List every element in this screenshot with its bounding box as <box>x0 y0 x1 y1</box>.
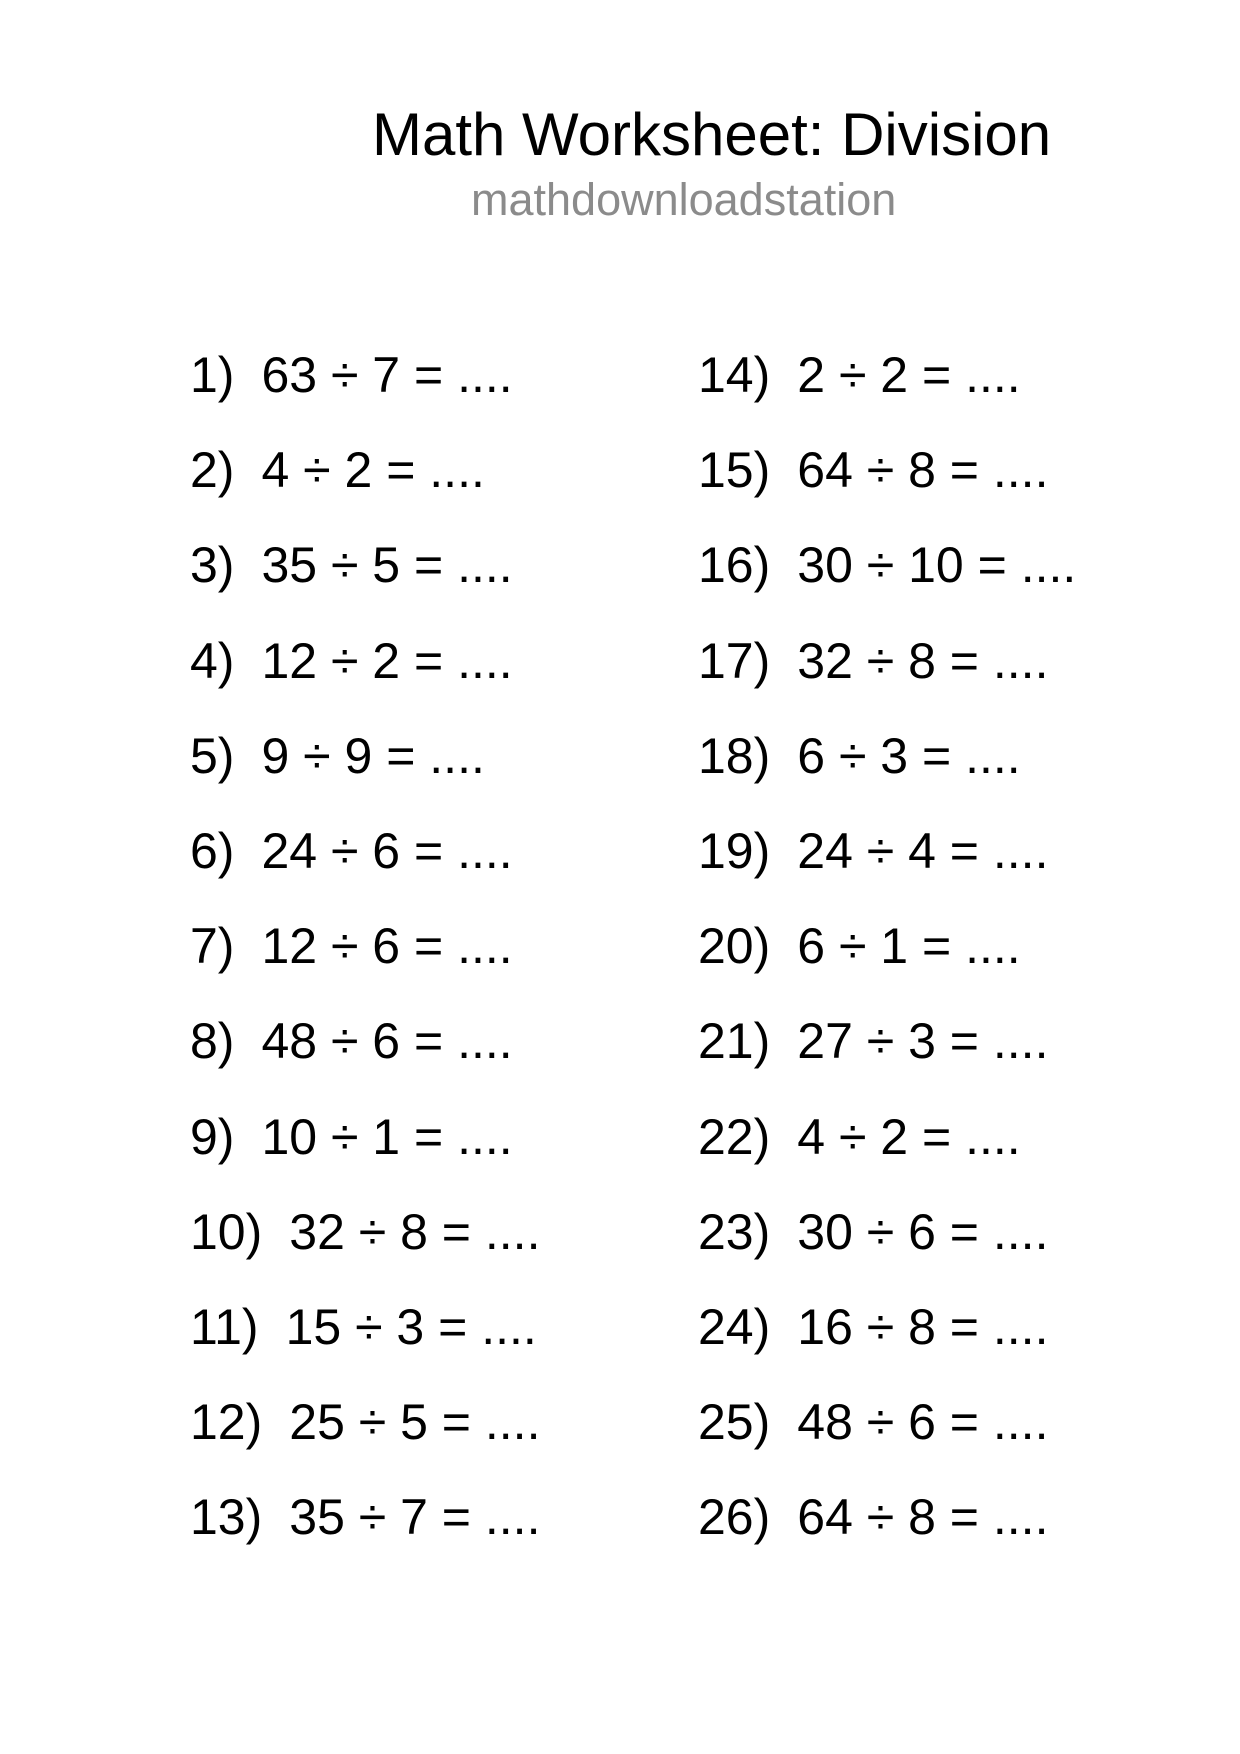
problem-row <box>190 328 540 423</box>
problem-number: 17) <box>698 632 771 689</box>
problem-expression: 63 ÷ 7 = .... <box>261 347 513 403</box>
problem-row <box>698 994 1076 1089</box>
problem-number: 26) <box>698 1489 771 1546</box>
problem-number: 20) <box>698 918 771 975</box>
page-subtitle: mathdownloadstation <box>471 174 897 225</box>
problem-expression: 12 ÷ 2 = .... <box>261 632 513 689</box>
problem-row <box>190 518 540 613</box>
problem-row <box>698 899 1076 994</box>
problem-expression: 30 ÷ 6 = .... <box>797 1203 1049 1260</box>
problem-number: 16) <box>698 537 771 594</box>
problem-expression: 35 ÷ 5 = .... <box>261 537 513 594</box>
problem-expression: 64 ÷ 8 = .... <box>797 1489 1049 1546</box>
problem-row <box>190 899 540 994</box>
problem-expression: 15 ÷ 3 = .... <box>285 1298 537 1355</box>
problem-row <box>190 1185 540 1280</box>
problem-row <box>698 804 1076 899</box>
problem-row <box>190 709 540 804</box>
problem-row <box>190 1280 540 1375</box>
problem-expression: 24 ÷ 6 = .... <box>261 822 513 879</box>
problem-expression: 9 ÷ 9 = .... <box>261 727 485 784</box>
problem-expression: 6 ÷ 3 = .... <box>797 727 1021 784</box>
problem-number: 22) <box>698 1108 771 1165</box>
problem-row <box>698 1470 1076 1565</box>
problem-row <box>698 328 1076 423</box>
problem-number: 21) <box>698 1013 771 1070</box>
problem-row <box>698 1185 1076 1280</box>
problem-number: 8) <box>190 1013 235 1070</box>
problem-number: 23) <box>698 1203 771 1260</box>
problem-row <box>698 1090 1076 1185</box>
problem-row <box>190 804 540 899</box>
problem-number: 13) <box>190 1489 263 1546</box>
problem-row <box>698 1375 1076 1470</box>
problem-row <box>190 423 540 518</box>
problem-expression: 10 ÷ 1 = .... <box>261 1108 513 1165</box>
problem-row <box>190 1090 540 1185</box>
problem-expression: 6 ÷ 1 = .... <box>797 918 1021 975</box>
problem-expression: 2 ÷ 2 = .... <box>797 347 1021 403</box>
problem-number: 9) <box>190 1108 235 1165</box>
problem-expression: 48 ÷ 6 = .... <box>797 1394 1049 1451</box>
problem-row <box>190 994 540 1089</box>
problem-expression: 24 ÷ 4 = .... <box>797 822 1049 879</box>
problem-number: 2) <box>190 442 235 499</box>
problem-number: 25) <box>698 1394 771 1451</box>
problem-expression: 4 ÷ 2 = .... <box>797 1108 1021 1165</box>
problem-number: 11) <box>190 1298 259 1355</box>
problem-row <box>190 1470 540 1565</box>
problem-number: 3) <box>190 537 235 594</box>
problem-number: 10) <box>190 1203 263 1260</box>
page-title: Math Worksheet: Division <box>372 101 1052 168</box>
problem-expression: 32 ÷ 8 = .... <box>289 1203 541 1260</box>
problem-row <box>698 614 1076 709</box>
problem-row <box>698 518 1076 613</box>
problem-number: 18) <box>698 727 771 784</box>
problem-number: 19) <box>698 822 771 879</box>
problem-number: 5) <box>190 727 235 784</box>
problem-expression: 48 ÷ 6 = .... <box>261 1013 513 1070</box>
problem-expression: 32 ÷ 8 = .... <box>797 632 1049 689</box>
problem-number: 14) <box>698 347 771 403</box>
problem-row <box>698 709 1076 804</box>
problem-number: 6) <box>190 822 235 879</box>
problem-number: 24) <box>698 1298 771 1355</box>
problem-row <box>698 423 1076 518</box>
problem-expression: 12 ÷ 6 = .... <box>261 918 513 975</box>
problem-expression: 4 ÷ 2 = .... <box>261 442 485 499</box>
problem-expression: 25 ÷ 5 = .... <box>289 1394 541 1451</box>
problem-number: 1) <box>190 347 235 403</box>
problem-number: 7) <box>190 918 235 975</box>
problem-expression: 16 ÷ 8 = .... <box>797 1298 1049 1355</box>
problem-expression: 64 ÷ 8 = .... <box>797 442 1049 499</box>
problem-row <box>190 614 540 709</box>
problem-expression: 35 ÷ 7 = .... <box>289 1489 541 1546</box>
problem-number: 4) <box>190 632 235 689</box>
problem-number: 12) <box>190 1394 263 1451</box>
problem-row <box>698 1280 1076 1375</box>
problem-row <box>190 1375 540 1470</box>
problems-column-left <box>190 328 540 1565</box>
problem-expression: 27 ÷ 3 = .... <box>797 1013 1049 1070</box>
problem-number: 15) <box>698 442 771 499</box>
problems-column-right <box>698 328 1076 1565</box>
problem-expression: 30 ÷ 10 = .... <box>797 537 1077 594</box>
